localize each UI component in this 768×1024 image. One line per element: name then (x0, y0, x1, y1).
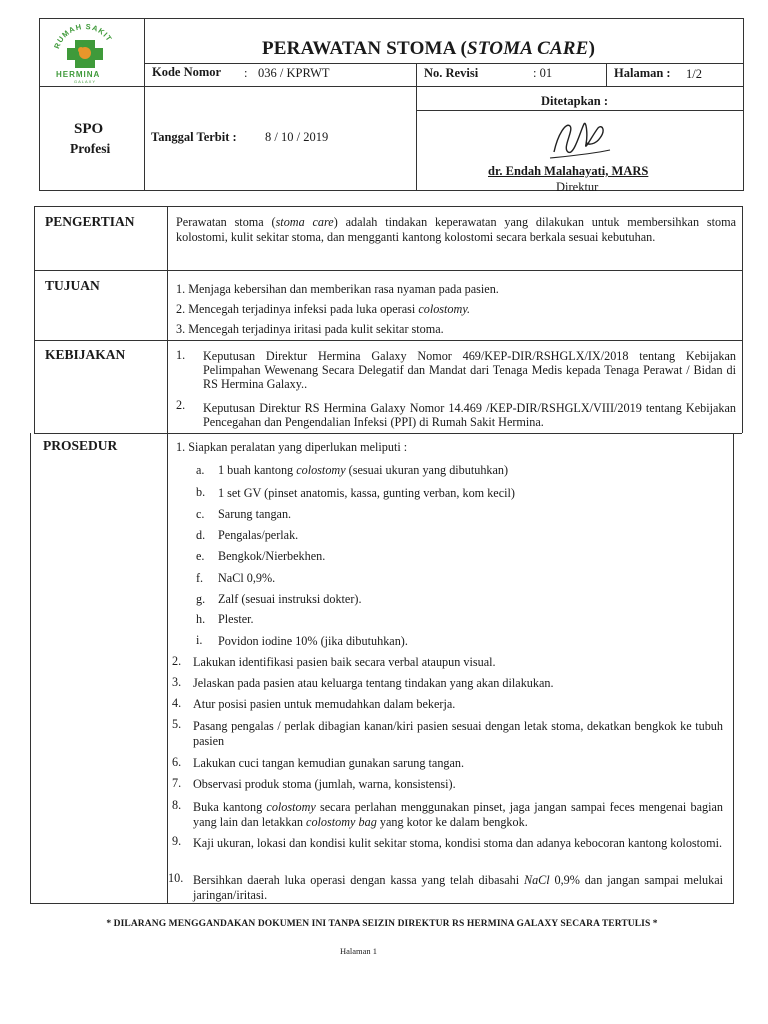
signature (540, 112, 620, 171)
step-num-9: 9. (172, 834, 182, 848)
sub-item-f: NaCl 0,9%. (218, 571, 276, 585)
kebijakan-item-2: Keputusan Direktur RS Hermina Galaxy Nomor 14.469 /KEP-DIR/RSHGLX/VIII/2019 tentang Kebijakan Pencegahan dan Pengendalian Infeksi (PPI) di Rumah Sakit Hermina. (203, 401, 736, 429)
section-label-pengertian: PENGERTIAN (45, 214, 135, 229)
sub-label-g: g. (196, 592, 206, 606)
prosedur-step-9: Kaji ukuran, lokasi dan kondisi kulit sekitar stoma, kondisi stoma dan adanya kebocoran kantong kolostomi. (193, 836, 723, 850)
tanggal-label: Tanggal Terbit : (151, 130, 237, 144)
pengertian-text: Perawatan stoma (stoma care) adalah tindakan keperawatan yang dilakukan untuk membersihkan stoma kolostomi, kulit sekitar stoma, dan mengganti kantong kolostomi secara berkala sesuai kebutuhan. (176, 215, 736, 244)
revisi-value: : 01 (533, 66, 553, 80)
tujuan-item-2: 2. Mencegah terjadinya infeksi pada luka operasi colostomy. (176, 302, 471, 316)
logo-hospital-name: HERMINA (56, 70, 101, 79)
prosedur-step-10: Bersihkan daerah luka operasi dengan kassa yang telah dibasahi NaCl 0,9% dan jangan sampai melukai jaringan/iritasi. (193, 873, 724, 902)
sub-label-b: b. (196, 485, 206, 499)
sub-item-c: Sarung tangan. (218, 507, 292, 521)
sub-label-f: f. (196, 571, 204, 585)
tujuan-item-1: 1. Menjaga kebersihan dan memberikan rasa nyaman pada pasien. (176, 282, 499, 296)
halaman-label: Halaman : (614, 66, 671, 80)
tanggal-value: 8 / 10 / 2019 (265, 130, 329, 144)
section-label-prosedur: PROSEDUR (43, 438, 118, 453)
prosedur-step-7: Observasi produk stoma (jumlah, warna, konsistensi). (193, 777, 456, 791)
kebijakan-item-1: Keputusan Direktur Hermina Galaxy Nomor 469/KEP-DIR/RSHGLX/IX/2018 tentang Kebijakan Pelimpahan Wewenang Secara Delegatif dan Mandat dari Tenaga Medis kepada Tenaga Perawat / Bidan di RS Hermina Galaxy.. (203, 349, 736, 391)
tujuan-item-3: 3. Mencegah terjadinya iritasi pada kulit sekitar stoma. (176, 322, 444, 336)
sub-item-h: Plester. (218, 612, 254, 626)
prosedur-step-4: Atur posisi pasien untuk memudahkan dalam bekerja. (193, 697, 456, 711)
kode-value: 036 / KPRWT (258, 66, 330, 80)
prosedur-step-2: Lakukan identifikasi pasien baik secara verbal ataupun visual. (193, 655, 496, 669)
step-num-6: 6. (172, 755, 182, 769)
sub-label-a: a. (196, 463, 205, 477)
signer-name: dr. Endah Malahayati, MARS (488, 164, 649, 178)
footer-warning: * DILARANG MENGGANDAKAN DOKUMEN INI TANPA SEIZIN DIREKTUR RS HERMINA GALAXY SECARA TERTULIS * (106, 919, 658, 929)
kebijakan-num-1: 1. (176, 348, 186, 362)
prosedur-step-6: Lakukan cuci tangan kemudian gunakan sarung tangan. (193, 756, 465, 770)
step-num-8: 8. (172, 798, 182, 812)
step-num-4: 4. (172, 696, 182, 710)
sub-item-a: 1 buah kantong colostomy (sesuai ukuran yang dibutuhkan) (218, 463, 509, 477)
prosedur-step-5: Pasang pengalas / perlak dibagian kanan/kiri pasien sesuai dengan letak stoma, dekatkan bengkok ke tubuh pasien (193, 719, 723, 748)
document-title: PERAWATAN STOMA (STOMA CARE) (262, 38, 596, 59)
sub-item-g: Zalf (sesuai instruksi dokter). (218, 592, 362, 606)
ditetapkan-label: Ditetapkan : (541, 94, 609, 108)
sub-item-e: Bengkok/Nierbekhen. (218, 549, 326, 563)
profesi-label: Profesi (70, 141, 111, 156)
halaman-value: 1/2 (686, 67, 702, 81)
kode-label: Kode Nomor (152, 65, 222, 79)
sub-item-d: Pengalas/perlak. (218, 528, 299, 542)
logo-sub: GALAXY (74, 79, 97, 84)
sub-label-i: i. (196, 633, 203, 647)
section-label-tujuan: TUJUAN (45, 278, 100, 293)
footer-page: Halaman 1 (340, 946, 378, 956)
step-num-2: 2. (172, 654, 182, 668)
sub-item-i: Povidon iodine 10% (jika dibutuhkan). (218, 634, 408, 648)
signer-role: Direktur (556, 180, 599, 194)
prosedur-step-8: Buka kantong colostomy secara perlahan menggunakan pinset, jaga jangan sampai feces mengenai bagian yang lain dan letakkan colostomy bag yang kotor ke dalam bengkok. (193, 800, 723, 829)
spo-label: SPO (74, 121, 104, 137)
kode-colon: : (244, 66, 248, 80)
kebijakan-num-2: 2. (176, 398, 186, 412)
logo-arc-text: RUMAH SAKIT (52, 22, 115, 50)
step-num-3: 3. (172, 675, 182, 689)
revisi-label: No. Revisi (424, 66, 479, 80)
step-num-5: 5. (172, 717, 182, 731)
prosedur-step-3: Jelaskan pada pasien atau keluarga tentang tindakan yang akan dilakukan. (193, 676, 554, 690)
section-label-kebijakan: KEBIJAKAN (45, 347, 126, 362)
sub-item-b: 1 set GV (pinset anatomis, kassa, gunting verban, kom kecil) (218, 486, 515, 500)
step-num-7: 7. (172, 776, 182, 790)
sub-label-d: d. (196, 528, 206, 542)
step-num-10: 10. (168, 871, 184, 885)
sub-label-c: c. (196, 507, 205, 521)
prosedur-step-1: 1. Siapkan peralatan yang diperlukan meliputi : (176, 440, 408, 454)
sub-label-e: e. (196, 549, 205, 563)
sub-label-h: h. (196, 612, 206, 626)
